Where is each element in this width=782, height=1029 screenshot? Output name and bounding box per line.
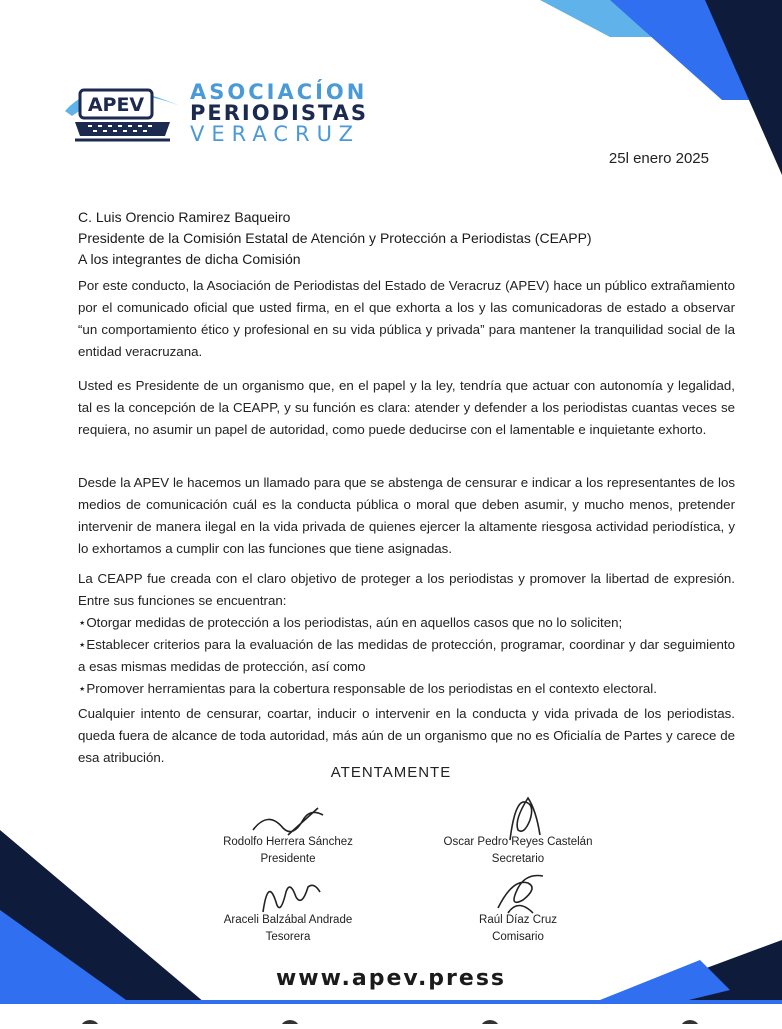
signature-block-treasurer <box>158 912 418 946</box>
website-link[interactable]: www.apev.press <box>275 966 507 991</box>
signature-mark-3 <box>258 872 328 917</box>
signatory-name: Oscar Pedro Reyes Castelán <box>443 836 593 848</box>
signature-mark-4 <box>488 868 548 918</box>
signature-block-secretary <box>388 834 648 868</box>
signatory-role: Comisario <box>492 931 544 943</box>
organization-name <box>190 82 368 145</box>
paragraph-3: Desde la APEV le hacemos un llamado para que se abstenga de censurar e indicar a los representantes de los medios de comunicación cuál es la conducta pública o moral que deben asumir, y mucho menos, pretender intervenir de manera ilegal en la vida privada de quienes ejercer la altamente riesgosa actividad periodística, y lo exhortamos a cumplir con las funciones que tiene asignadas. <box>78 475 735 556</box>
recipient-title: Presidente de la Comisión Estatal de Atención y Protección a Periodistas (CEAPP) <box>78 230 592 246</box>
signatory-name: Rodolfo Herrera Sánchez <box>223 836 353 848</box>
signature-block-president <box>158 834 418 868</box>
paragraph-1: Por este conducto, la Asociación de Periodistas del Estado de Veracruz (APEV) hace un público extrañamiento por el comunicado oficial que usted firma, en el que exhorta a los y las comunicadoras de estado a observar “un comportamiento ético y profesional en su vida pública y privada” para mantener la tranquilidad social de la entidad veracruzana. <box>78 278 735 359</box>
top-right-decoration <box>500 0 782 200</box>
org-name-line3: VERACRUZ <box>190 122 361 146</box>
org-name-line1: ASOCIACÍON <box>190 80 368 104</box>
recipient-name: C. Luis Orencio Ramirez Baqueiro <box>78 209 291 225</box>
org-name-line2: PERIODISTAS <box>190 101 369 125</box>
paragraph-4-intro: La CEAPP fue creada con el claro objetivo de proteger a los periodistas y promover la libertad de expresión. Entre sus funciones se encuentran: <box>78 571 735 608</box>
recipient-group: A los integrantes de dicha Comisión <box>78 251 301 267</box>
closing-text: ATENTAMENTE <box>330 764 452 781</box>
signature-block-commissioner <box>388 912 648 946</box>
signatory-name: Raúl Díaz Cruz <box>479 914 557 926</box>
paragraph-5: Cualquier intento de censurar, coartar, inducir o intervenir en la conducta y vida privada de los periodistas. queda fuera de alcance de toda autoridad, más aún de un organismo que no es Oficialía de Partes y carece de esa atribución. <box>78 706 735 765</box>
letter-date: 25l enero 2025 <box>608 150 709 167</box>
function-item: ⋆Otorgar medidas de protección a los periodistas, aún en aquellos casos que no lo soliciten; <box>78 615 623 630</box>
apev-logo <box>60 76 185 148</box>
signatory-role: Presidente <box>260 853 316 865</box>
paragraph-4 <box>78 568 735 700</box>
svg-text:APEV: APEV <box>87 94 145 116</box>
function-item: ⋆Establecer criterios para la evaluación de las medidas de protección, programar, coordinar y dar seguimiento a esas mismas medidas de protección, así como <box>78 637 735 674</box>
recipient-block <box>78 207 592 270</box>
paragraph-2: Usted es Presidente de un organismo que, en el papel y la ley, tendría que actuar con autonomía y legalidad, tal es la concepción de la CEAPP, y su función es clara: atender y defender a los periodistas cuantas veces se requiera, no asumir un papel de autoridad, como puede deducirse con el lamentable e inquietante exhorto. <box>78 378 735 437</box>
signatory-name: Araceli Balzábal Andrade <box>223 914 353 926</box>
signatory-role: Secretario <box>491 853 545 865</box>
function-item: ⋆Promover herramientas para la cobertura responsable de los periodistas en el contexto electoral. <box>78 681 657 696</box>
footer-band <box>0 1000 782 1024</box>
signatory-role: Tesorera <box>265 931 311 943</box>
